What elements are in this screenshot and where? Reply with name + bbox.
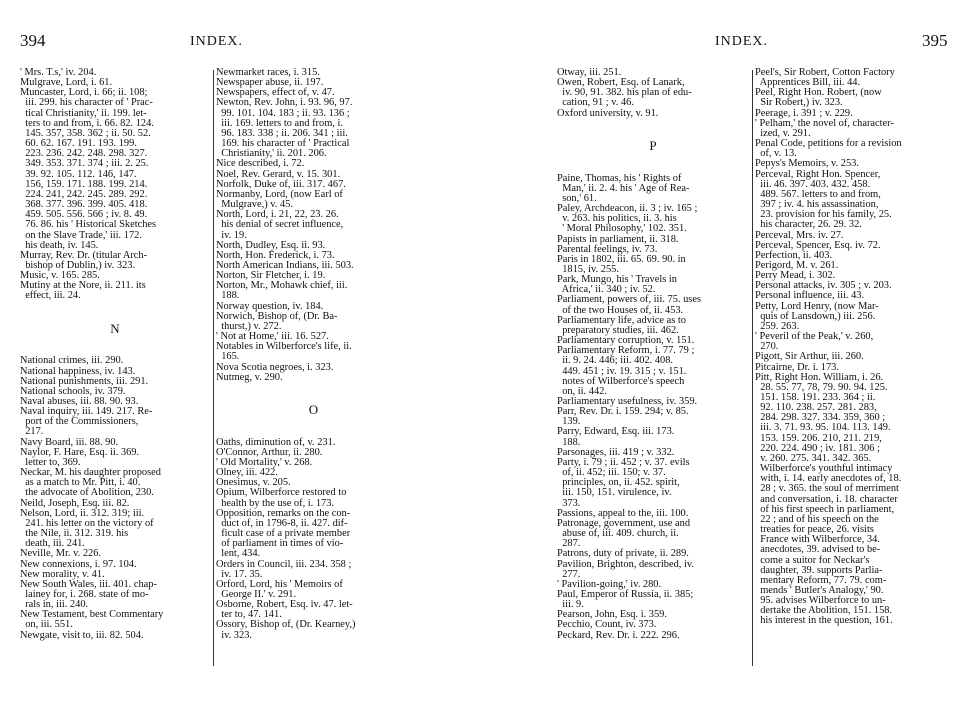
index-line: 241. his letter on the victory of xyxy=(20,517,154,529)
index-line: 145. 357, 358. 362 ; ii. 50. 52. xyxy=(20,127,151,139)
right-page-number: 395 xyxy=(922,31,948,50)
index-line: Naval abuses, iii. 88. 90. 93. xyxy=(20,396,139,407)
index-line: anecdotes, 39. advised to be- xyxy=(755,544,881,556)
index-line: Orford, Lord, his ' Memoirs of xyxy=(216,578,343,590)
index-line: 92. 110. 238. 257. 281. 283, xyxy=(755,402,877,414)
index-line: Newton, Rev. John, i. 93. 96, 97. xyxy=(216,97,353,109)
index-line: lent, 434. xyxy=(216,548,261,560)
index-line: Orders in Council, iii. 234. 358 ; xyxy=(216,558,352,570)
index-line: Personal attacks, iv. 305 ; v. 203. xyxy=(755,280,892,292)
section-letter: N xyxy=(110,320,120,336)
index-line: Newspapers, effect of, v. 47. xyxy=(216,87,335,99)
index-line: iii. 9. xyxy=(557,599,584,611)
index-line: mends ' Butler's Analogy,' 90. xyxy=(755,584,884,596)
blank-line xyxy=(216,417,411,427)
index-line: Peel's, Sir Robert, Cotton Factory xyxy=(755,67,895,78)
index-line: Norway question, iv. 184. xyxy=(216,300,324,312)
index-line: 139. xyxy=(557,416,581,428)
index-line: Petty, Lord Henry, (now Mar- xyxy=(755,300,879,312)
index-line: 76. 86. his ' Historical Sketches xyxy=(20,219,157,231)
index-line: abuse of, iii. 409. church, ii. xyxy=(557,528,679,540)
index-line: Newmarket races, i. 315. xyxy=(216,67,320,78)
index-line: Neild, Joseph, Esq. iii. 82. xyxy=(20,497,130,509)
index-line: 99. 101. 104. 183 ; ii. 93. 136 ; xyxy=(216,107,350,119)
index-line: 397 ; iv. 4. his assassination, xyxy=(755,199,879,211)
index-line: National schools, iv. 379. xyxy=(20,385,126,397)
index-line: Peckard, Rev. Dr. i. 222. 296. xyxy=(557,629,680,641)
index-line: 28 ; v. 365. the soul of merriment xyxy=(755,483,899,495)
left-page-header: INDEX. xyxy=(190,34,244,49)
index-line: iii. 150, 151. virulence, iv. xyxy=(557,487,672,499)
index-line: duct of, in 1796-8, ii. 427. dif- xyxy=(216,517,348,529)
index-line: Parliamentary Reform, i. 77. 79 ; xyxy=(557,345,695,357)
index-line: O'Connor, Arthur, ii. 280. xyxy=(216,446,323,458)
index-line: mentary Reform, 77. 79. com- xyxy=(755,574,887,586)
index-line: Osborne, Robert, Esq. iv. 47. let- xyxy=(216,599,353,611)
index-line: Nutmeg, v. 290. xyxy=(216,371,283,383)
index-line: his denial of secret influence, xyxy=(216,219,344,231)
index-line: 459. 505. 556. 566 ; iv. 8. 49. xyxy=(20,209,148,221)
section-letter: O xyxy=(308,402,319,418)
index-line: 489. 567. letters to and from, xyxy=(755,188,881,200)
index-line: 270. xyxy=(755,341,779,353)
index-line: 151. 158. 191. 233. 364 ; ii. xyxy=(755,392,876,403)
index-line: Patronage, government, use and xyxy=(557,517,691,529)
index-line: Nice described, i. 72. xyxy=(216,158,305,170)
index-line: Party, i. 79 ; ii. 452 ; v. 37. evils xyxy=(557,456,690,468)
index-line: ' Pelham,' the novel of, character- xyxy=(755,117,894,129)
index-line: North American Indians, iii. 503. xyxy=(216,259,354,271)
blank-line xyxy=(216,383,411,393)
index-line: death, iii. 241. xyxy=(20,538,85,550)
index-line: 156, 159. 171. 188. 199. 214. xyxy=(20,178,148,190)
index-line: of his first speech in parliament, xyxy=(755,503,895,515)
index-line: Penal Code, petitions for a revision xyxy=(755,138,902,150)
index-line: Wilberforce's youthful intimacy xyxy=(755,463,893,475)
index-line: on, iii. 551. xyxy=(20,619,73,631)
index-line: 165. xyxy=(216,351,240,363)
index-line: 169. his character of ' Practical xyxy=(216,138,350,150)
index-line: North, Hon. Frederick, i. 73. xyxy=(216,249,335,261)
index-line: Norton, Mr., Mohawk chief, iii. xyxy=(216,280,348,292)
index-line: Paul, Emperor of Russia, ii. 385; xyxy=(557,588,694,600)
index-line: France with Wilberforce, 34. xyxy=(755,534,880,546)
index-line: Peel, Right Hon. Robert, (now xyxy=(755,87,882,99)
index-line: Sir Robert,) iv. 323. xyxy=(755,97,843,109)
index-line: National punishments, iii. 291. xyxy=(20,375,149,387)
index-line: on, ii. 442. xyxy=(557,385,607,397)
index-line: with, i. 14. early anecdotes of, 18. xyxy=(755,473,902,485)
index-line: of, ii. 452; iii. 150; v. 37. xyxy=(557,467,666,479)
index-line: the Nile, ii. 312. 319. his xyxy=(20,528,129,540)
index-line: on the Slave Trade,' iii. 172. xyxy=(20,229,142,241)
blank-line xyxy=(557,153,749,163)
index-line: his interest in the question, 161. xyxy=(755,615,893,627)
index-line: North, Lord, i. 21, 22, 23. 26. xyxy=(216,209,339,221)
index-line: ' Old Mortality,' v. 268. xyxy=(216,456,313,468)
index-line: Perceval, Spencer, Esq. iv. 72. xyxy=(755,239,881,251)
index-line: iii. 169. letters to and from, i. xyxy=(216,117,343,129)
index-line: 1815, iv. 255. xyxy=(557,263,619,275)
index-line: Ossory, Bishop of, (Dr. Kearney,) xyxy=(216,619,356,631)
index-line: Norfolk, Duke of, iii. 317. 467. xyxy=(216,178,346,190)
index-line: Apprentices Bill, iii. 44. xyxy=(755,77,861,89)
index-line: Patrons, duty of private, ii. 289. xyxy=(557,548,689,560)
left-page-number: 394 xyxy=(20,31,46,50)
index-line: Parliamentary usefulness, iv. 359. xyxy=(557,396,698,407)
index-line: Mutiny at the Nore, ii. 211. its xyxy=(20,280,146,292)
index-line: 368. 377. 396. 399. 405. 418. xyxy=(20,199,148,211)
index-line: letter to, 369. xyxy=(20,456,81,468)
index-line: v. 263. his politics, ii. 3. his xyxy=(557,213,677,225)
index-line: Nova Scotia negroes, i. 323. xyxy=(216,361,334,373)
index-line: health by the use of, i. 173. xyxy=(216,497,335,509)
index-line: 28. 55. 77, 78, 79. 90. 94. 125. xyxy=(755,381,888,393)
index-line: ' Pavilion-going,' iv. 280. xyxy=(557,578,662,590)
column-divider-left xyxy=(213,70,214,666)
index-line: Navy Board, iii. 88. 90. xyxy=(20,436,119,448)
index-line: principles, on, ii. 452. spirit, xyxy=(557,477,680,489)
index-line: Peerage, i. 391 ; v. 229. xyxy=(755,107,853,119)
index-line: Pavilion, Brighton, described, iv. xyxy=(557,558,694,570)
index-line: Parliamentary corruption, v. 151. xyxy=(557,335,695,347)
index-line: Murray, Rev. Dr. (titular Arch- xyxy=(20,249,148,261)
index-line: Passions, appeal to the, iii. 100. xyxy=(557,507,689,519)
index-line: Pigott, Sir Arthur, iii. 260. xyxy=(755,351,864,363)
index-line: Naylor, F. Hare, Esq. ii. 369. xyxy=(20,446,140,458)
index-line: of, v. 13. xyxy=(755,148,797,160)
index-line: Opium, Wilberforce restored to xyxy=(216,487,347,499)
index-line: North, Dudley, Esq. ii. 93. xyxy=(216,239,326,251)
index-line: his character, 26. 29. 32. xyxy=(755,219,862,231)
index-line: the advocate of Abolition, 230. xyxy=(20,487,154,499)
index-line: 217. xyxy=(20,426,44,438)
blank-line xyxy=(557,119,749,129)
index-line: 373. xyxy=(557,497,581,509)
column-divider-right xyxy=(752,70,753,666)
index-line: Owen, Robert, Esq. of Lanark, xyxy=(557,77,685,89)
index-column-1 xyxy=(20,68,210,641)
index-line: 284. 298. 327. 334. 359, 360 ; xyxy=(755,412,886,424)
index-line: Perigord, M. v. 261. xyxy=(755,259,839,271)
index-line: Newgate, visit to, iii. 82. 504. xyxy=(20,629,144,641)
index-line: 153. 159. 206. 210, 211. 219, xyxy=(755,432,882,444)
index-line: 224. 241, 242. 245. 289. 292. xyxy=(20,188,148,200)
index-line: Park, Mungo, his ' Travels in xyxy=(557,274,677,286)
index-line: Paley, Archdeacon, ii. 3 ; iv. 165 ; xyxy=(557,203,698,215)
index-line: ' Mrs. T.s,' iv. 204. xyxy=(20,67,97,78)
index-line: iv. 17. 35. xyxy=(216,568,263,580)
index-line: George II.' v. 291. xyxy=(216,588,297,600)
index-line: New Testament, best Commentary xyxy=(20,609,164,621)
index-line: Oaths, diminution of, v. 231. xyxy=(216,436,336,448)
index-line: treaties for peace, 26. visits xyxy=(755,524,874,536)
index-line: preparatory studies, iii. 462. xyxy=(557,324,679,336)
index-line: 188. xyxy=(216,290,240,302)
index-line: dertake the Abolition, 151. 158. xyxy=(755,605,893,617)
index-line: Opposition, remarks on the con- xyxy=(216,507,351,519)
index-line: Pearson, John, Esq. i. 359. xyxy=(557,609,667,621)
index-line: iii. 299. his character of ' Prac- xyxy=(20,97,153,109)
index-line: Paine, Thomas, his ' Rights of xyxy=(557,172,682,184)
index-line: Parental feelings, iv. 73. xyxy=(557,243,658,255)
index-line: his death, iv. 145. xyxy=(20,239,99,251)
index-line: Perfection, ii. 403. xyxy=(755,249,833,261)
index-line: Norwich, Bishop of, (Dr. Ba- xyxy=(216,310,338,322)
index-line: Naval inquiry, iii. 149. 217. Re- xyxy=(20,406,153,418)
index-line: 287. xyxy=(557,538,581,550)
index-line: Notables in Wilberforce's life, ii. xyxy=(216,341,352,353)
index-line: son,' 61. xyxy=(557,192,597,204)
index-line: tical Christianity,' ii. 199. let- xyxy=(20,107,147,119)
index-line: Parr, Rev. Dr. i. 159. 294; v. 85. xyxy=(557,406,689,418)
index-line: Nelson, Lord, ii. 312. 319; iii. xyxy=(20,507,145,519)
index-line: 277. xyxy=(557,568,581,580)
index-line: ' Not at Home,' iii. 16. 527. xyxy=(216,331,329,343)
index-line: Onesimus, v. 205. xyxy=(216,477,291,489)
index-line: New morality, v. 41. xyxy=(20,568,105,580)
index-line: Perceval, Mrs. iv. 27. xyxy=(755,229,844,241)
index-line: Parry, Edward, Esq. iii. 173. xyxy=(557,426,675,438)
index-line: Otway, iii. 251. xyxy=(557,67,622,78)
index-line: daughter, 39. supports Parlia- xyxy=(755,564,883,576)
index-line: quis of Lansdown,) iii. 256. xyxy=(755,310,876,322)
index-line: Africa,' ii. 340 ; iv. 52. xyxy=(557,284,656,296)
index-line: Norton, Sir Fletcher, i. 19. xyxy=(216,270,326,282)
index-line: ter to, 47. 141. xyxy=(216,609,282,621)
index-line: ized, v. 291. xyxy=(755,127,811,139)
index-line: 188. xyxy=(557,436,581,448)
index-line: Parliamentary life, advice as to xyxy=(557,314,686,326)
index-line: Neckar, M. his daughter proposed xyxy=(20,467,161,479)
index-column-4 xyxy=(755,68,960,627)
index-line: port of the Commissioners, xyxy=(20,416,139,428)
index-line: 22 ; and of his speech on the xyxy=(755,513,879,525)
index-line: Oxford university, v. 91. xyxy=(557,107,659,119)
index-line: 220. 224. 490 ; iv. 181. 306 ; xyxy=(755,442,880,454)
index-line: National happiness, iv. 143. xyxy=(20,365,136,377)
index-line: 95. advises Wilberforce to un- xyxy=(755,595,886,607)
index-line: 39. 92. 105. 112. 146, 147. xyxy=(20,168,137,180)
index-line: v. 260. 275. 341. 342. 365. xyxy=(755,452,872,464)
index-line: rals in, iii. 240. xyxy=(20,599,89,611)
index-line: 449. 451 ; iv. 19. 315 ; v. 151. xyxy=(557,365,687,377)
index-line: Neville, Mr. v. 226. xyxy=(20,548,101,560)
blank-line xyxy=(20,302,210,312)
index-line: Pitt, Right Hon. William, i. 26. xyxy=(755,371,884,383)
index-line: Pepys's Memoirs, v. 253. xyxy=(755,158,859,170)
index-line: 349. 353. 371. 374 ; iii. 2. 25. xyxy=(20,158,149,170)
index-line: Papists in parliament, ii. 318. xyxy=(557,233,679,245)
index-line: Mulgrave, Lord, i. 61. xyxy=(20,77,113,89)
index-line: Perceval, Right Hon. Spencer, xyxy=(755,168,881,180)
index-line: thurst,) v. 272. xyxy=(216,320,282,332)
index-line: Christianity,' ii. 201. 206. xyxy=(216,148,327,160)
index-line: iii. 46. 397. 403. 432. 458. xyxy=(755,178,871,190)
index-line: 23. provision for his family, 25. xyxy=(755,209,892,221)
index-line: Muncaster, Lord, i. 66; ii. 108; xyxy=(20,87,148,99)
index-line: Pecchio, Count, iv. 373. xyxy=(557,619,657,631)
index-column-3 xyxy=(557,68,749,641)
index-line: 96. 183. 338 ; ii. 206. 341 ; iii. xyxy=(216,127,348,139)
index-line: New South Wales, iii. 401. chap- xyxy=(20,578,157,590)
index-line: iv. 323. xyxy=(216,629,252,641)
index-line: Paris in 1802, iii. 65. 69. 90. in xyxy=(557,253,686,265)
index-line: Parliament, powers of, iii. 75. uses xyxy=(557,294,702,306)
index-line: come a suitor for Neckar's xyxy=(755,554,870,566)
index-line: Perry Mead, i. 302. xyxy=(755,270,836,282)
index-line: Man,' ii. 2. 4. his ' Age of Rea- xyxy=(557,182,690,194)
index-line: National crimes, iii. 290. xyxy=(20,355,124,367)
index-line: Music, v. 165. 285. xyxy=(20,270,100,282)
index-line: bishop of Dublin,) iv. 323. xyxy=(20,259,136,271)
index-line: ii. 9. 24. 446; iii. 402. 408. xyxy=(557,355,674,367)
index-line: lainey for, i. 268. state of mo- xyxy=(20,588,149,600)
index-line: 259. 263. xyxy=(755,320,800,332)
index-line: ters to and from, i. 66. 82. 124. xyxy=(20,117,154,129)
index-line: notes of Wilberforce's speech xyxy=(557,375,685,387)
index-line: and conversation, i. 18. character xyxy=(755,493,898,505)
index-line: Pitcairne, Dr. i. 173. xyxy=(755,361,839,373)
index-line: ficult case of a private member xyxy=(216,528,351,540)
index-line: of the two Houses of, ii. 453. xyxy=(557,304,684,316)
index-line: iv. 90, 91. 382. his plan of edu- xyxy=(557,87,692,99)
blank-line xyxy=(20,336,210,346)
index-line: of parliament in times of vio- xyxy=(216,538,344,550)
index-line: ' Peveril of the Peak,' v. 260, xyxy=(755,331,874,343)
index-line: Normanby, Lord, (now Earl of xyxy=(216,188,343,200)
index-line: iv. 19. xyxy=(216,229,247,241)
index-line: Personal influence, iii. 43. xyxy=(755,290,865,302)
index-line: Noel, Rev. Gerard, v. 15. 301. xyxy=(216,168,341,180)
section-letter: P xyxy=(649,138,657,154)
index-line: as a match to Mr. Pitt, i. 40. xyxy=(20,477,141,489)
index-line: New connexions, i. 97. 104. xyxy=(20,558,137,570)
index-line: effect, iii. 24. xyxy=(20,290,81,302)
index-line: 60. 62. 167. 191. 193. 199. xyxy=(20,138,137,150)
index-line: Newspaper abuse, ii. 197. xyxy=(216,77,324,89)
index-line: 223. 236. 242. 248. 298. 327. xyxy=(20,148,148,160)
index-column-2 xyxy=(216,68,411,641)
index-line: Parsonages, iii. 419 ; v. 332. xyxy=(557,446,675,458)
index-line: cation, 91 ; v. 46. xyxy=(557,97,634,109)
right-page-header: INDEX. xyxy=(715,34,769,49)
index-line: Mulgrave,) v. 45. xyxy=(216,199,293,211)
index-line: ' Moral Philosophy,' 102. 351. xyxy=(557,223,687,235)
index-line: Olney, iii. 422. xyxy=(216,467,278,479)
index-line: iii. 3. 71. 93. 95. 104. 113. 149. xyxy=(755,422,891,434)
